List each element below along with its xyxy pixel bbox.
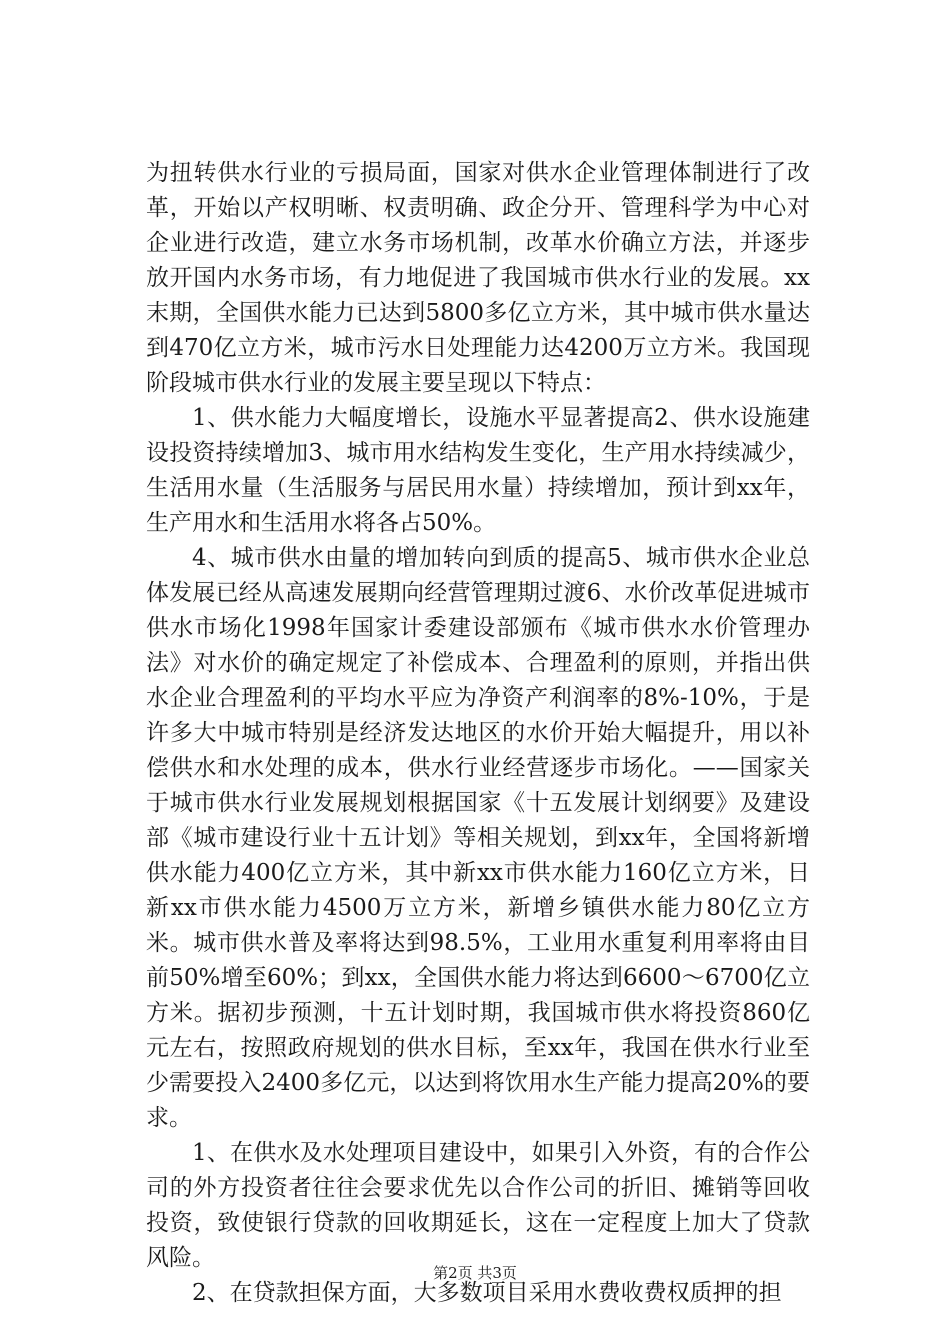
paragraph-risk-1: 1、在供水及水处理项目建设中，如果引入外资，有的合作公司的外方投资者往往会要求优先以合作公司的折旧、摊销等回收投资，致使银行贷款的回收期延长，这在一定程度上加大了贷款风险。 [146, 1140, 810, 1271]
paragraph-features-1-3: 1、供水能力大幅度增长，设施水平显著提高2、供水设施建设投资持续增加3、城市用水结构发生变化，生产用水持续减少，生活用水量（生活服务与居民用水量）持续增加，预计到xx年，生产用水和生活用水将各占50%。 [146, 405, 810, 536]
document-body [146, 156, 810, 1311]
paragraph-reform-intro: 为扭转供水行业的亏损局面，国家对供水企业管理体制进行了改革，开始以产权明晰、权责明确、政企分开、管理科学为中心对企业进行改造，建立水务市场机制，改革水价确立方法，并逐步放开国内水务市场，有力地促进了我国城市供水行业的发展。xx末期，全国供水能力已达到5800多亿立方米，其中城市供水量达到470亿立方米，城市污水日处理能力达4200万立方米。我国现阶段城市供水行业的发展主要呈现以下特点： [146, 160, 810, 396]
page-footer: 第2页 共3页 [433, 1264, 517, 1282]
paragraph-risk-2: 2、在贷款担保方面，大多数项目采用水费收费权质押的担 [192, 1280, 782, 1306]
paragraph-features-4-6-planning: 4、城市供水由量的增加转向到质的提高5、城市供水企业总体发展已经从高速发展期向经营管理期过渡6、水价改革促进城市供水市场化1998年国家计委建设部颁布《城市供水水价管理办法》对水价的确定规定了补偿成本、合理盈利的原则，并指出供水企业合理盈利的平均水平应为净资产利润率的8%-10%，于是许多大中城市特别是经济发达地区的水价开始大幅提升，用以补偿供水和水处理的成本，供水行业经营逐步市场化。——国家关于城市供水行业发展规划根据国家《十五发展计划纲要》及建设部《城市建设行业十五计划》等相关规划，到xx年，全国将新增供水能力400亿立方米，其中新xx市供水能力160亿立方米，日新xx市供水能力4500万立方米，新增乡镇供水能力80亿立方米。城市供水普及率将达到98.5%，工业用水重复利用率将由目前50%增至60%；到xx，全国供水能力将达到6600～6700亿立方米。据初步预测，十五计划时期，我国城市供水将投资860亿元左右，按照政府规划的供水目标，至xx年，我国在供水行业至少需要投入2400多亿元，以达到将饮用水生产能力提高20%的要求。 [146, 545, 810, 1131]
